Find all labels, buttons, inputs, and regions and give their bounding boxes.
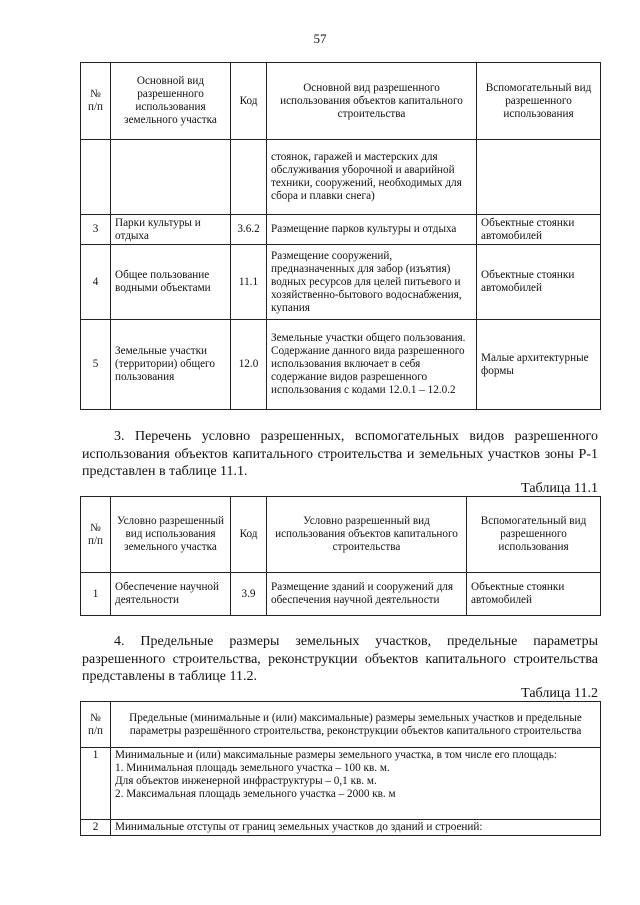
paragraph-4: 4. Предельные размеры земельных участков, предельные параметры разрешенного строительства, реконструкции объектов капитального строительства представлены в таблице 11.2. — [82, 634, 598, 684]
cell-land-use: Общее пользование водными объектами — [111, 245, 231, 320]
conditional-use-table — [80, 496, 601, 616]
table-header-row — [81, 497, 601, 573]
cell-aux-use — [477, 140, 601, 215]
param-line: Минимальные и (или) максимальные размеры земельного участка, в том числе его площадь: — [115, 749, 557, 761]
header-num: № п/п — [81, 63, 111, 140]
cell-code: 3.6.2 — [231, 215, 267, 245]
page-number: 57 — [313, 31, 327, 46]
header-num: № п/п — [81, 497, 111, 573]
header-land-use: Основной вид разрешенного использования земельного участка — [111, 63, 231, 140]
main-use-table — [80, 62, 601, 410]
header-code: Код — [231, 497, 267, 573]
param-line: Для объектов инженерной инфраструктуры – 0,1 кв. м. — [115, 775, 377, 787]
header-capital-use: Условно разрешенный вид использования объектов капитального строительства — [267, 497, 467, 573]
cell-land-use: Обеспечение научной деятельности — [111, 573, 231, 616]
cell-code: 3.9 — [231, 573, 267, 616]
cell-capital-use: Земельные участки общего пользования. Содержание данного вида разрешенного использования включает в себя содержание видов разрешенного использования с кодами 12.0.1 – 12.0.2 — [267, 320, 477, 410]
header-aux-use: Вспомогательный вид разрешенного использования — [467, 497, 601, 573]
cell-land-use: Парки культуры и отдыха — [111, 215, 231, 245]
cell-aux-use: Объектные стоянки автомобилей — [467, 573, 601, 616]
paragraph-3: 3. Перечень условно разрешенных, вспомогательных видов разрешенного использования объектов капитального строительства и земельных участков зоны Р-1 представлен в таблице 11.1. — [82, 429, 598, 479]
cell-aux-use: Малые архитектурные формы — [477, 320, 601, 410]
cell-land-use — [111, 140, 231, 215]
table-caption-11-1: Таблица 11.1 — [521, 481, 598, 496]
table-row — [81, 320, 601, 410]
table-row — [81, 245, 601, 320]
cell-num: 3 — [81, 215, 111, 245]
table-row — [81, 748, 601, 820]
table-header-row — [81, 702, 601, 748]
param-line: Минимальные отступы от границ земельных участков до зданий и строений: — [115, 821, 483, 833]
table-row — [81, 215, 601, 245]
header-land-use: Условно разрешенный вид использования земельного участка — [111, 497, 231, 573]
cell-capital-use: стоянок, гаражей и мастерских для обслуживания уборочной и аварийной техники, сооружений, необходимых для сбора и плавки снега) — [267, 140, 477, 215]
table-row — [81, 140, 601, 215]
cell-aux-use: Объектные стоянки автомобилей — [477, 215, 601, 245]
cell-param — [111, 748, 601, 820]
limits-table — [80, 701, 601, 836]
cell-param — [111, 820, 601, 836]
cell-capital-use: Размещение сооружений, предназначенных для забор (изъятия) водных ресурсов для целей питьевого и хозяйственно-бытового водоснабжения, купания — [267, 245, 477, 320]
cell-capital-use: Размещение зданий и сооружений для обеспечения научной деятельности — [267, 573, 467, 616]
header-param: Предельные (минимальные и (или) максимальные) размеры земельных участков и предельные параметры разрешённого строительства, реконструкции объектов капитального строительства — [111, 702, 601, 748]
cell-code: 12.0 — [231, 320, 267, 410]
cell-code: 11.1 — [231, 245, 267, 320]
header-capital-use: Основной вид разрешенного использования объектов капитального строительства — [267, 63, 477, 140]
cell-num: 5 — [81, 320, 111, 410]
table-header-row — [81, 63, 601, 140]
cell-aux-use: Объектные стоянки автомобилей — [477, 245, 601, 320]
header-code: Код — [231, 63, 267, 140]
param-line: 2. Максимальная площадь земельного участка – 2000 кв. м — [115, 788, 396, 800]
header-aux-use: Вспомогательный вид разрешенного использования — [477, 63, 601, 140]
table-caption-11-2: Таблица 11.2 — [521, 686, 598, 701]
param-line: 1. Минимальная площадь земельного участка – 100 кв. м. — [115, 762, 390, 774]
cell-num: 1 — [81, 573, 111, 616]
table-row — [81, 573, 601, 616]
table-row — [81, 820, 601, 836]
cell-num: 2 — [81, 820, 111, 836]
cell-num — [81, 140, 111, 215]
cell-num: 1 — [81, 748, 111, 820]
header-num: № п/п — [81, 702, 111, 748]
cell-code — [231, 140, 267, 215]
cell-num: 4 — [81, 245, 111, 320]
cell-capital-use: Размещение парков культуры и отдыха — [267, 215, 477, 245]
cell-land-use: Земельные участки (территории) общего пользования — [111, 320, 231, 410]
